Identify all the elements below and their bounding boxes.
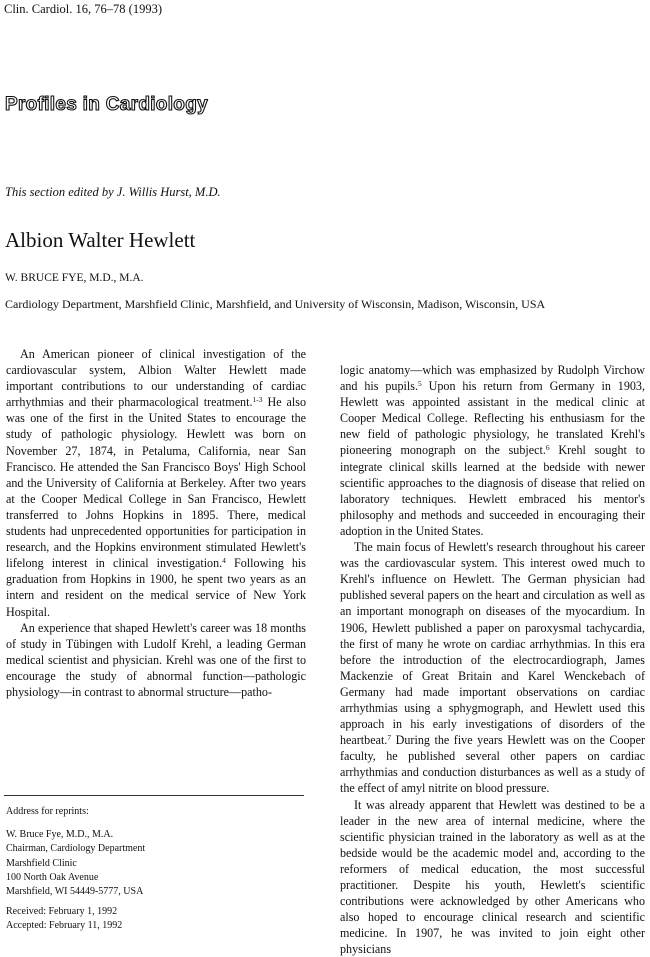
section-title: Profiles in Cardiology [5, 94, 208, 115]
reprint-address [6, 805, 306, 899]
address-line: 100 North Oak Avenue [6, 871, 99, 883]
author-byline: W. BRUCE FYE, M.D., M.A. [5, 272, 144, 284]
address-line: Marshfield, WI 54449-5777, USA [6, 886, 144, 898]
section-editor-note: This section edited by J. Willis Hurst, M.D. [5, 185, 221, 199]
citation: 7 [387, 733, 392, 743]
address-line: Marshfield Clinic [6, 857, 77, 869]
address-line: W. Bruce Fye, M.D., M.A. [6, 829, 114, 841]
address-line: Chairman, Cardiology Department [6, 843, 146, 855]
reprint-heading: Address for reprints: [6, 806, 89, 817]
manuscript-dates [6, 905, 122, 933]
right-text-column [340, 362, 645, 957]
citation: 4 [222, 556, 226, 566]
author-affiliation: Cardiology Department, Marshfield Clinic, Marshfield, and University of Wisconsin, Madison, Wisconsin, USA [5, 297, 546, 311]
received-date: Received: February 1, 1992 [6, 906, 118, 917]
citation: 6 [545, 443, 550, 453]
article-title: Albion Walter Hewlett [5, 228, 196, 252]
body-paragraph: The main focus of Hewlett's research throughout his career was the cardiovascular system. This interest owed much to Krehl's influence on Hewlett. The German physician had published several papers on the heart and circulation as well as an important monograph on diseases of the myocardium. In 1906, Hewlett published a paper on paroxysmal tachycardia, the first of many he wrote on cardiac arrhythmias. In this era before the introduction of the electrocardiograph, James Mackenzie of Great Britain and Karel Wenckebach of Germany had made important observations on cardiac arrhythmias using a sphygmograph, and Hewlett used this approach in his early investigations of disorders of the heartbeat.$^7$ During the five years Hewlett was on the Cooper faculty, he published several other papers on cardiac arrhythmias and conduction disturbances as well as a study of the effect of amyl nitrite on blood pressure. [340, 540, 645, 796]
body-paragraph: An American pioneer of clinical investigation of the cardiovascular system, Albion Walter Hewlett made important contributions to our understanding of cardiac arrhythmias and their pharmacological treatment.$^{1-3}$ He also was one of the first in the United States to encourage the study of pathologic physiology. Hewlett was born on November 27, 1874, in Petaluma, California, near San Francisco. He attended the San Francisco Boys' High School and the University of California at Berkeley. After two years at the Cooper Medical College in San Francisco, Hewlett transferred to Johns Hopkins in 1895. There, medical students had unprecedented opportunities for participation in research, and the Hopkins environment stimulated Hewlett's lifelong interest in clinical investigation.$^4$ Following his graduation from Hopkins in 1900, he spent two years as an intern and resident on the medical service of New York Hospital. [6, 347, 306, 619]
citation: 1-3 [252, 395, 263, 405]
accepted-date: Accepted: February 11, 1992 [6, 920, 123, 931]
body-paragraph: logic anatomy—which was emphasized by Rudolph Virchow and his pupils.$^5$ Upon his return from Germany in 1903, Hewlett was appointed assistant in the medical clinic at Cooper Medical College. Reflecting his enthusiasm for the new field of pathologic physiology, he translated Krehl's pioneering monograph on the subject.$^6$ Krehl sought to integrate clinical skills learned at the bedside with newer scientific approaches to the diagnosis of disease that relied on laboratory techniques. Hewlett embraced his mentor's philosophy and methods and succeeded in encouraging their adoption in the United States. [340, 363, 645, 538]
journal-reference: Clin. Cardiol. 16, 76–78 (1993) [4, 2, 162, 16]
footnote-divider [4, 795, 304, 796]
body-paragraph: It was already apparent that Hewlett was destined to be a leader in the new area of internal medicine, where the scientific physician trained in the laboratory as well as at the bedside would be the academic model and, according to the reformers of medical education, the most successful practitioner. Despite his youth, Hewlett's scientific contributions were acknowledged by other Americans who also hoped to encourage clinical research and scientific medicine. In 1907, he was invited to join eight other physicians [340, 797, 645, 957]
left-text-column [6, 346, 306, 700]
citation: 5 [417, 379, 422, 389]
body-paragraph: An experience that shaped Hewlett's career was 18 months of study in Tübingen with Ludolf Krehl, a leading German medical scientist and physician. Krehl was one of the first to encourage the study of abnormal function—pathologic physiology—in contrast to abnormal structure—patho- [6, 620, 306, 699]
